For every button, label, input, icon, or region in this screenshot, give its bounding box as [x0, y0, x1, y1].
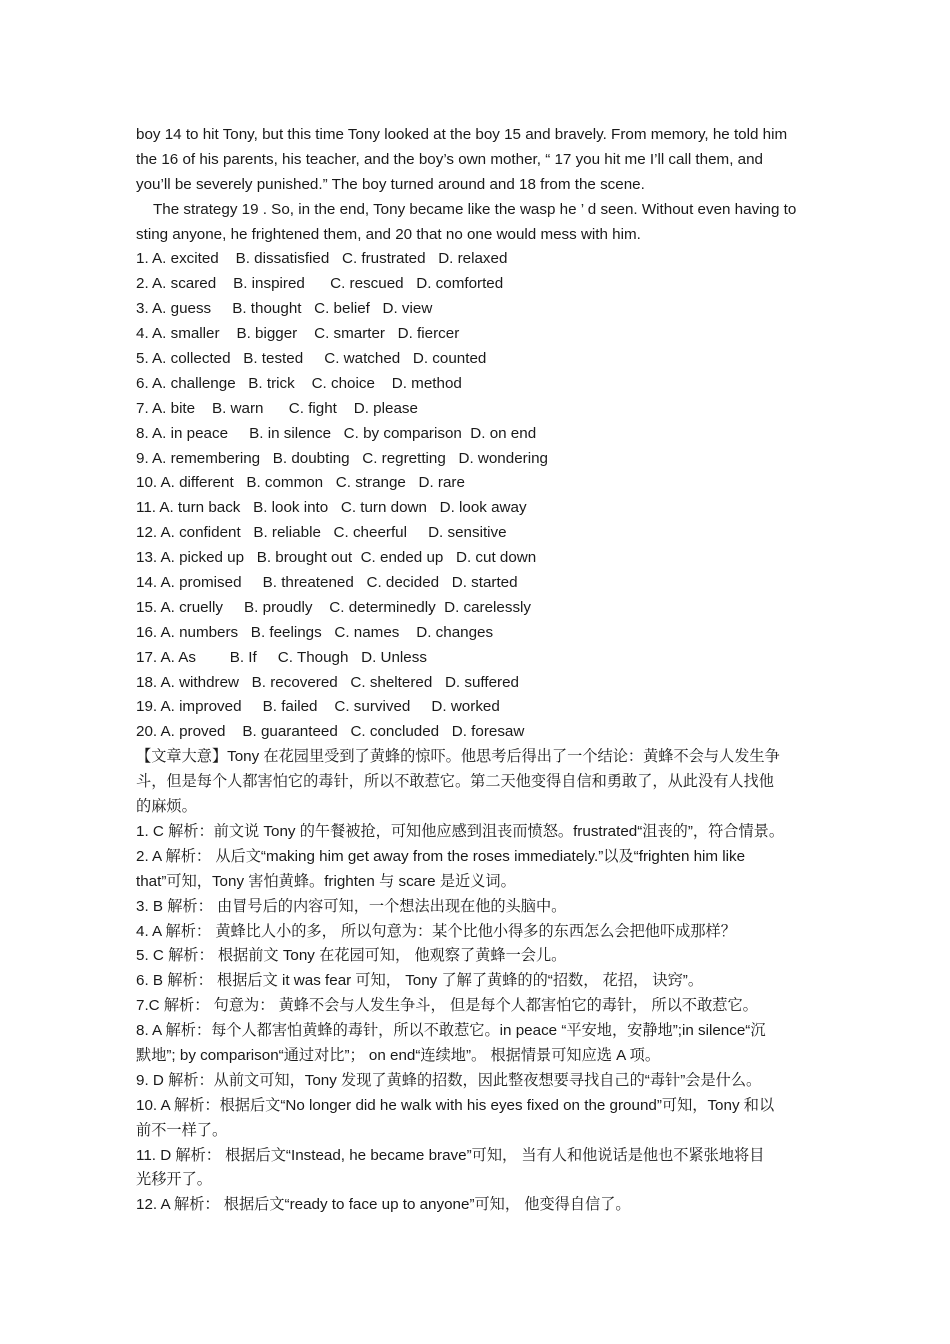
option-line-15: 15. A. cruelly B. proudly C. determinedly D. carelessly: [136, 598, 532, 616]
option-line-17: 17. A. As B. If C. Though D. Unless: [136, 648, 427, 666]
summary-line-3: 的麻烦。: [136, 798, 197, 816]
option-line-5: 5. A. collected B. tested C. watched D. counted: [136, 350, 487, 368]
explanation-line-16: 12. A 解析： 根据后文“ready to face up to anyone”可知， 他变得自信了。: [136, 1196, 631, 1214]
explanation-line-15: 光移开了。: [136, 1171, 212, 1189]
option-line-6: 6. A. challenge B. trick C. choice D. method: [136, 374, 462, 392]
option-line-18: 18. A. withdrew B. recovered C. sheltered D. suffered: [136, 673, 519, 691]
explanation-line-14: 11. D 解析： 根据后文“Instead, he became brave”可知， 当有人和他说话是他也不紧张地将目: [136, 1146, 765, 1164]
passage-line-2: the 16 of his parents, his teacher, and the boy’s own mother, “ 17 you hit me I’ll call them, and: [136, 150, 763, 168]
summary-line-1: 【文章大意】Tony 在花园里受到了黄蜂的惊吓。他思考后得出了一个结论：黄蜂不会与人发生争: [136, 748, 780, 766]
explanation-line-2: 2. A 解析： 从后文“making him get away from the roses immediately.”以及“frighten him like: [136, 847, 746, 865]
explanation-line-1: 1. C 解析：前文说 Tony 的午餐被抢，可知他应感到沮丧而愤怒。frustrated“沮丧的”，符合情景。: [136, 822, 785, 840]
option-line-1: 1. A. excited B. dissatisfied C. frustrated D. relaxed: [136, 250, 508, 268]
document-body: [136, 123, 816, 1218]
explanation-line-6: 5. C 解析： 根据前文 Tony 在花园可知， 他观察了黄蜂一会儿。: [136, 947, 567, 965]
explanation-line-9: 8. A 解析：每个人都害怕黄蜂的毒针，所以不敢惹它。in peace “平安地，安静地”;in silence“沉: [136, 1022, 766, 1040]
option-line-19: 19. A. improved B. failed C. survived D. worked: [136, 698, 500, 716]
explanation-line-12: 10. A 解析：根据后文“No longer did he walk with his eyes fixed on the ground”可知，Tony 和以: [136, 1096, 775, 1114]
passage-line-5: sting anyone, he frightened them, and 20 that no one would mess with him.: [136, 225, 641, 243]
explanation-line-13: 前不一样了。: [136, 1121, 228, 1139]
option-line-12: 12. A. confident B. reliable C. cheerful D. sensitive: [136, 524, 507, 542]
explanation-line-7: 6. B 解析： 根据后文 it was fear 可知， Tony 了解了黄蜂的的“招数， 花招， 诀窍”。: [136, 972, 704, 990]
explanation-line-5: 4. A 解析： 黄蜂比人小的多， 所以句意为：某个比他小得多的东西怎么会把他吓成那样？: [136, 922, 736, 940]
option-line-4: 4. A. smaller B. bigger C. smarter D. fiercer: [136, 325, 460, 343]
option-line-14: 14. A. promised B. threatened C. decided D. started: [136, 574, 518, 592]
explanation-line-8: 7.C 解析： 句意为： 黄蜂不会与人发生争斗， 但是每个人都害怕它的毒针， 所以不敢惹它。: [136, 997, 758, 1015]
explanation-line-3: that”可知，Tony 害怕黄蜂。frighten 与 scare 是近义词。: [136, 872, 516, 890]
option-line-2: 2. A. scared B. inspired C. rescued D. comforted: [136, 275, 504, 293]
passage-line-1: boy 14 to hit Tony, but this time Tony looked at the boy 15 and bravely. From memory, he told him: [136, 126, 788, 143]
passage-line-4: The strategy 19 . So, in the end, Tony became like the wasp he ’ d seen. Without even having to: [153, 200, 797, 218]
option-line-8: 8. A. in peace B. in silence C. by comparison D. on end: [136, 424, 537, 442]
option-line-16: 16. A. numbers B. feelings C. names D. changes: [136, 623, 494, 641]
passage-line-3: you’ll be severely punished.” The boy turned around and 18 from the scene.: [136, 175, 645, 193]
explanation-line-4: 3. B 解析： 由冒号后的内容可知，一个想法出现在他的头脑中。: [136, 897, 567, 915]
summary-line-2: 斗，但是每个人都害怕它的毒针，所以不敢惹它。第二天他变得自信和勇敢了，从此没有人找他: [136, 773, 774, 791]
explanation-line-10: 默地”; by comparison“通过对比”； on end“连续地”。 根据情景可知应选 A 项。: [136, 1046, 661, 1064]
option-line-20: 20. A. proved B. guaranteed C. concluded D. foresaw: [136, 723, 525, 741]
option-line-13: 13. A. picked up B. brought out C. ended up D. cut down: [136, 549, 537, 567]
explanation-line-11: 9. D 解析：从前文可知，Tony 发现了黄蜂的招数，因此整夜想要寻找自己的“毒针”会是什么。: [136, 1071, 762, 1089]
option-line-7: 7. A. bite B. warn C. fight D. please: [136, 399, 418, 417]
option-line-10: 10. A. different B. common C. strange D. rare: [136, 474, 465, 492]
option-line-3: 3. A. guess B. thought C. belief D. view: [136, 300, 433, 318]
option-line-9: 9. A. remembering B. doubting C. regretting D. wondering: [136, 449, 548, 467]
option-line-11: 11. A. turn back B. look into C. turn down D. look away: [136, 499, 527, 517]
